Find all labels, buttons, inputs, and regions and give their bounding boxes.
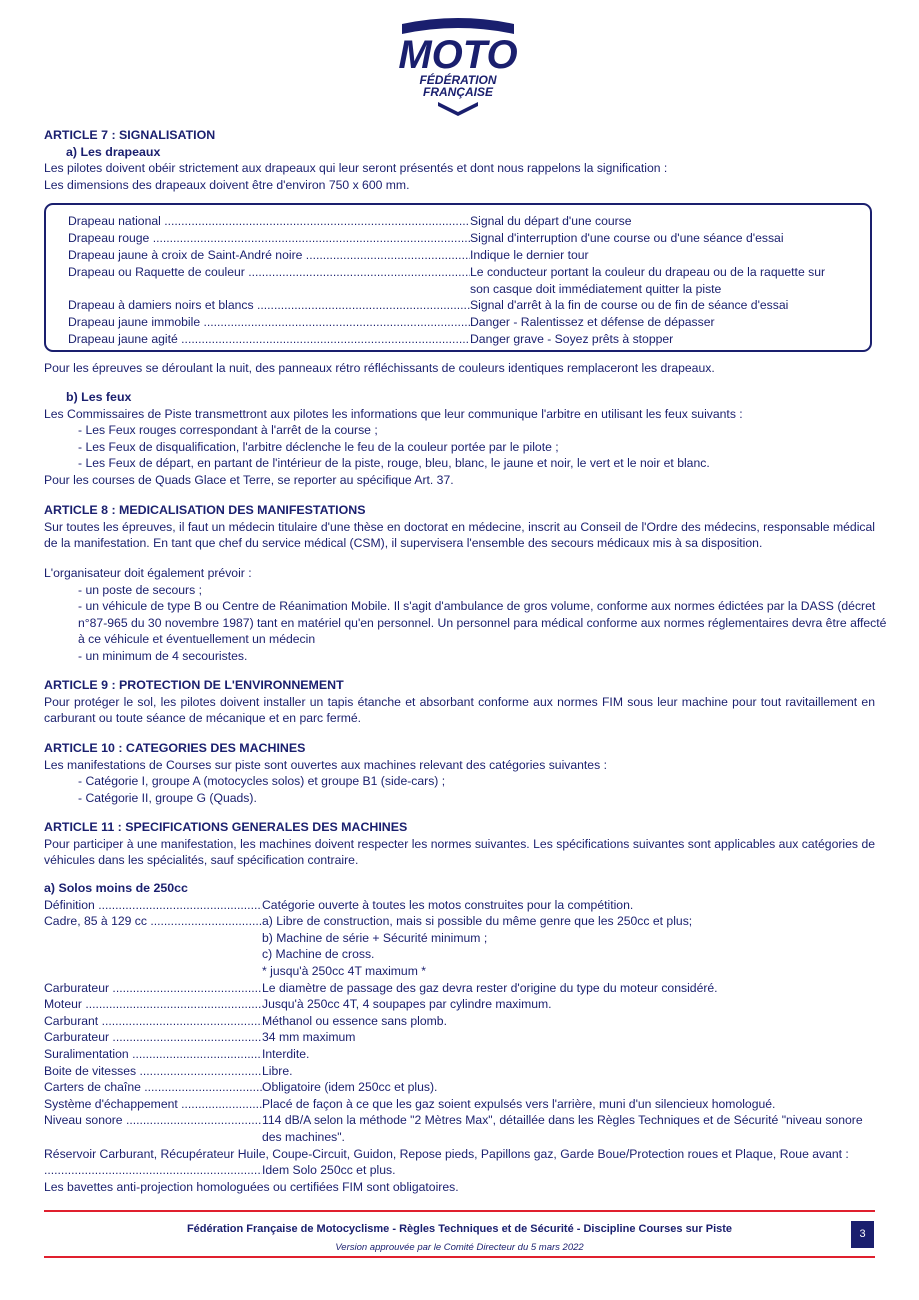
spec-row: [44, 946, 875, 963]
article11-sub-a: a) Solos moins de 250cc: [44, 881, 188, 895]
article7-intro2: Les dimensions des drapeaux doivent être d'environ 750 x 600 mm.: [44, 177, 410, 192]
spec-row: [44, 1096, 875, 1113]
spec-label: Boite de vitesses .....: [44, 1063, 262, 1080]
spec-label: Carburant .....: [44, 1013, 262, 1030]
flag-row: [68, 247, 840, 264]
flag-row: [68, 314, 840, 331]
spec-value: * jusqu'à 250cc 4T maximum *: [262, 963, 426, 978]
flag-name: Drapeau national .....: [68, 213, 470, 230]
spec-value: 34 mm maximum: [262, 1030, 356, 1045]
spec-label: Système d'échappement .....: [44, 1096, 262, 1113]
feux-item: - Les Feux de disqualification, l'arbitre déclenche le feu de la couleur portée par le pilote ;: [78, 439, 559, 454]
flag-name: Drapeau jaune agité .....: [68, 331, 470, 348]
article8-item: - un poste de secours ;: [78, 582, 202, 597]
article7-feux: [44, 389, 875, 489]
logo-line2: FRANÇAISE: [422, 85, 494, 99]
flag-row: [68, 297, 840, 314]
spec-label: Cadre, 85 à 129 cc .....: [44, 913, 262, 930]
article11: [44, 819, 875, 869]
spec-value: Placé de façon à ce que les gaz soient expulsés vers l'arrière, muni d'un silencieux homologué.: [262, 1096, 776, 1111]
spec-value: b) Machine de série + Sécurité minimum ;: [262, 930, 488, 945]
flag-name: Drapeau jaune à croix de Saint-André noire .....: [68, 247, 470, 264]
spec-label-empty: [44, 963, 262, 980]
article10-item: - Catégorie I, groupe A (motocycles solos) et groupe B1 (side-cars) ;: [78, 774, 446, 789]
page-number: 3: [851, 1221, 874, 1248]
spec-row: [44, 980, 875, 997]
bavettes-text: Les bavettes anti-projection homologuées ou certifiées FIM sont obligatoires.: [44, 1179, 459, 1194]
night-text: Pour les épreuves se déroulant la nuit, des panneaux rétro réfléchissants de couleurs identiques remplaceront les drapeaux.: [44, 361, 715, 375]
logo-word: MOTO: [398, 33, 518, 77]
flag-name: Drapeau à damiers noirs et blancs .....: [68, 297, 470, 314]
article11-specs: [44, 880, 875, 1195]
flag-meaning: Signal d'interruption d'une course ou d'une séance d'essai: [470, 231, 784, 245]
spec-value: Idem Solo 250cc et plus.: [262, 1163, 396, 1178]
article10: [44, 740, 875, 806]
spec-row: [44, 996, 875, 1013]
spec-row: [44, 1013, 875, 1030]
flag-meaning: Signal du départ d'une course: [470, 214, 632, 228]
article8: [44, 502, 875, 552]
article11-p1: Pour participer à une manifestation, les machines doivent respecter les normes suivantes. Les spécifications suivantes sont applicables aux catégories de véhicules dans les spécialités, sauf spécification contraire.: [44, 836, 875, 868]
article7-sub-a: a) Les drapeaux: [66, 144, 161, 159]
footer-divider-bottom: [44, 1256, 875, 1258]
spec-row: [44, 963, 875, 980]
spec-label: Suralimentation .....: [44, 1046, 262, 1063]
flag-meaning: Signal d'arrêt à la fin de course ou de fin de séance d'essai: [470, 298, 789, 312]
spec-value: Obligatoire (idem 250cc et plus).: [262, 1080, 438, 1095]
flag-name: Drapeau ou Raquette de couleur .....: [68, 264, 470, 297]
article9: [44, 677, 875, 727]
feux-item: - Les Feux rouges correspondant à l'arrêt de la course ;: [78, 423, 378, 438]
flag-meaning: Danger - Ralentissez et défense de dépasser: [470, 315, 715, 329]
spec-row: [44, 1063, 875, 1080]
flag-meaning: Danger grave - Soyez prêts à stopper: [470, 332, 674, 346]
spec-label: Définition .....: [44, 897, 262, 914]
spec-label: Moteur .....: [44, 996, 262, 1013]
spec-value: a) Libre de construction, mais si possible du même genre que les 250cc et plus;: [262, 914, 693, 929]
article8-p2: L'organisateur doit également prévoir :: [44, 566, 252, 580]
flag-meaning: Indique le dernier tour: [470, 248, 589, 262]
spec-row: [44, 1046, 875, 1063]
footer-title: Fédération Française de Motocyclisme - Règles Techniques et de Sécurité - Discipline Courses sur Piste: [186, 1223, 733, 1235]
logo-line1: FÉDÉRATION: [419, 73, 497, 87]
article8-item: - un véhicule de type B ou Centre de Réanimation Mobile. Il s'agit d'ambulance de gros volume, conforme aux normes édictées par la DASS (décret n°87-965 du 30 novembre 1987) tant en matériel qu'en personnel. Un personnel para médical conforme aux normes réglementaires devra être affecté à ce véhicule et éventuellement un médecin: [78, 599, 887, 647]
spec-row: [44, 1029, 875, 1046]
spec-value: 114 dB/A selon la méthode "2 Mètres Max", détaillée dans les Règles Techniques et de Sécurité "niveau sonore des machines".: [262, 1113, 863, 1144]
article8-title: ARTICLE 8 : MEDICALISATION DES MANIFESTATIONS: [44, 503, 366, 517]
flag-row: [68, 230, 840, 247]
article7-intro1: Les pilotes doivent obéir strictement aux drapeaux qui leur seront présentés et dont nous rappelons la signification :: [44, 161, 668, 176]
article7-header: [44, 127, 875, 193]
quads-text: Pour les courses de Quads Glace et Terre, se reporter au spécifique Art. 37.: [44, 472, 454, 487]
flags-table: [44, 203, 872, 352]
spec-value: Jusqu'à 250cc 4T, 4 soupapes par cylindre maximum.: [262, 997, 552, 1012]
spec-label: Carters de chaîne .....: [44, 1079, 262, 1096]
article8-list: [44, 565, 887, 665]
spec-label: Carburateur .....: [44, 980, 262, 997]
flag-meaning: Le conducteur portant la couleur du drapeau ou de la raquette sur son casque doit immédiatement quitter la piste: [470, 265, 826, 296]
spec-value: Le diamètre de passage des gaz devra rester d'origine du type du moteur considéré.: [262, 980, 718, 995]
flag-name: Drapeau rouge .....: [68, 230, 470, 247]
article7-sub-b: b) Les feux: [66, 390, 132, 404]
spec-row: [44, 897, 875, 914]
spec-label: Carburateur .....: [44, 1029, 262, 1046]
spec-row: [44, 1112, 875, 1145]
spec-value: Méthanol ou essence sans plomb.: [262, 1013, 447, 1028]
ffm-logo: [388, 14, 528, 118]
spec-row: [44, 1079, 875, 1096]
reservoir-text: Réservoir Carburant, Récupérateur Huile, Coupe-Circuit, Guidon, Repose pieds, Papillons gaz, Garde Boue/Protection roues et Plaque, Roue avant :: [44, 1146, 849, 1161]
footer-version: Version approuvée par le Comité Directeur du 5 mars 2022: [335, 1242, 584, 1253]
article11-title: ARTICLE 11 : SPECIFICATIONS GENERALES DES MACHINES: [44, 820, 408, 834]
feux-item: - Les Feux de départ, en partant de l'intérieur de la piste, rouge, bleu, blanc, le jaune et noir, le vert et le noir et blanc.: [78, 456, 710, 471]
flag-row: [68, 213, 840, 230]
article7-night: [44, 360, 875, 377]
article8-item: - un minimum de 4 secouristes.: [78, 648, 248, 663]
spec-label-empty: [44, 930, 262, 947]
feux-intro: Les Commissaires de Piste transmettront aux pilotes les informations que leur communique l'arbitre en utilisant les feux suivants :: [44, 406, 743, 421]
article7-title: ARTICLE 7 : SIGNALISATION: [44, 128, 216, 142]
spec-label-empty: [44, 946, 262, 963]
spec-row: [44, 1162, 875, 1179]
article10-item: - Catégorie II, groupe G (Quads).: [78, 790, 257, 805]
spec-row: [44, 930, 875, 947]
spec-label-dots: [44, 1162, 262, 1179]
spec-value: Catégorie ouverte à toutes les motos construites pour la compétition.: [262, 897, 634, 912]
flag-row: [68, 264, 840, 297]
article8-p1: Sur toutes les épreuves, il faut un médecin titulaire d'une thèse en doctorat en médecine, inscrit au Conseil de l'Ordre des médecins, responsable médical de la manifestation. En tant que chef du service médical (CSM), il supervisera l'ensemble des secours médicaux mis à sa disposition.: [44, 519, 875, 551]
spec-row: [44, 913, 875, 930]
article10-title: ARTICLE 10 : CATEGORIES DES MACHINES: [44, 741, 306, 755]
flag-row: [68, 331, 840, 348]
spec-value: Interdite.: [262, 1046, 310, 1061]
spec-value: c) Machine de cross.: [262, 947, 375, 962]
article9-title: ARTICLE 9 : PROTECTION DE L'ENVIRONNEMENT: [44, 678, 344, 692]
spec-label: Niveau sonore .....: [44, 1112, 262, 1145]
flag-name: Drapeau jaune immobile .....: [68, 314, 470, 331]
footer-divider-top: [44, 1210, 875, 1212]
article10-p1: Les manifestations de Courses sur piste sont ouvertes aux machines relevant des catégories suivantes :: [44, 757, 607, 772]
article9-p1: Pour protéger le sol, les pilotes doivent installer un tapis étanche et absorbant conforme aux normes FIM sous leur machine pour tout ravitaillement en carburant ou toute séance de mécanique et en parc fermé.: [44, 694, 875, 726]
spec-value: Libre.: [262, 1063, 293, 1078]
